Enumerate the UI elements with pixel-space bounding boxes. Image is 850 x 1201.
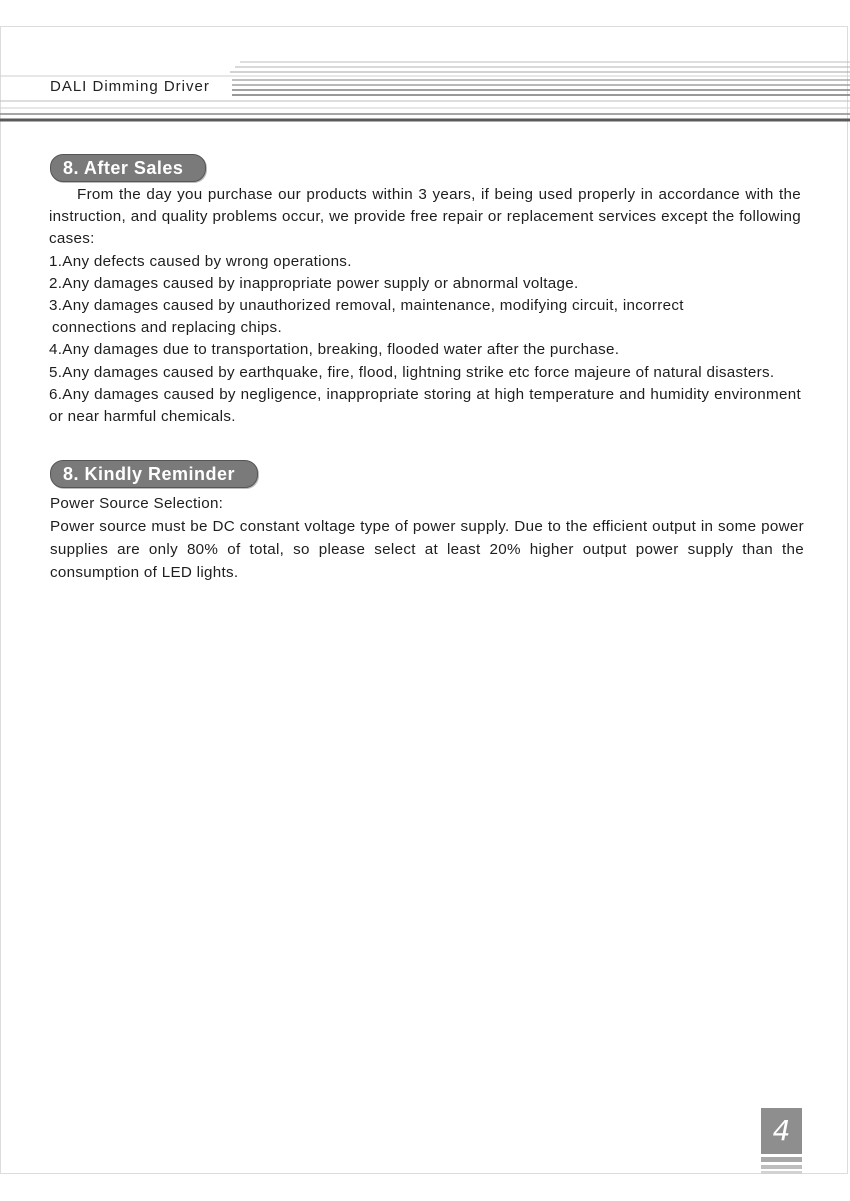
header-title: DALI Dimming Driver bbox=[50, 78, 210, 95]
after-sales-body bbox=[49, 184, 801, 428]
section-heading-kindly-reminder: 8. Kindly Reminder bbox=[50, 460, 258, 488]
after-sales-item-3: 3.Any damages caused by unauthorized removal, maintenance, modifying circuit, incorrect bbox=[49, 297, 684, 315]
page-number: 4 bbox=[761, 1108, 802, 1154]
reminder-body bbox=[50, 492, 804, 584]
reminder-text: Power source must be DC constant voltage type of power supply. Due to the efficient output in some power supplies are only 80% of total, so please select at least 20% higher output power supply than the consumption of LED lights. bbox=[50, 518, 804, 581]
after-sales-item-1: 1.Any defects caused by wrong operations. bbox=[49, 252, 352, 270]
after-sales-item-3-continued: connections and replacing chips. bbox=[52, 319, 282, 337]
after-sales-item-4: 4.Any damages due to transportation, breaking, flooded water after the purchase. bbox=[49, 341, 620, 359]
page-number-bars-decoration bbox=[761, 1157, 802, 1175]
reminder-subtitle: Power Source Selection: bbox=[50, 495, 224, 512]
after-sales-item-5: 5.Any damages caused by earthquake, fire, flood, lightning strike etc force majeure of natural disasters. bbox=[49, 363, 775, 381]
after-sales-item-6: 6.Any damages caused by negligence, inappropriate storing at high temperature and humidity environment or near harmful chemicals. bbox=[49, 385, 801, 426]
section-heading-after-sales: 8. After Sales bbox=[50, 154, 206, 182]
after-sales-intro: From the day you purchase our products within 3 years, if being used properly in accordance with the instruction, and quality problems occur, we provide free repair or replacement services except the following cases: bbox=[49, 186, 801, 248]
after-sales-item-2: 2.Any damages caused by inappropriate power supply or abnormal voltage. bbox=[49, 274, 579, 292]
